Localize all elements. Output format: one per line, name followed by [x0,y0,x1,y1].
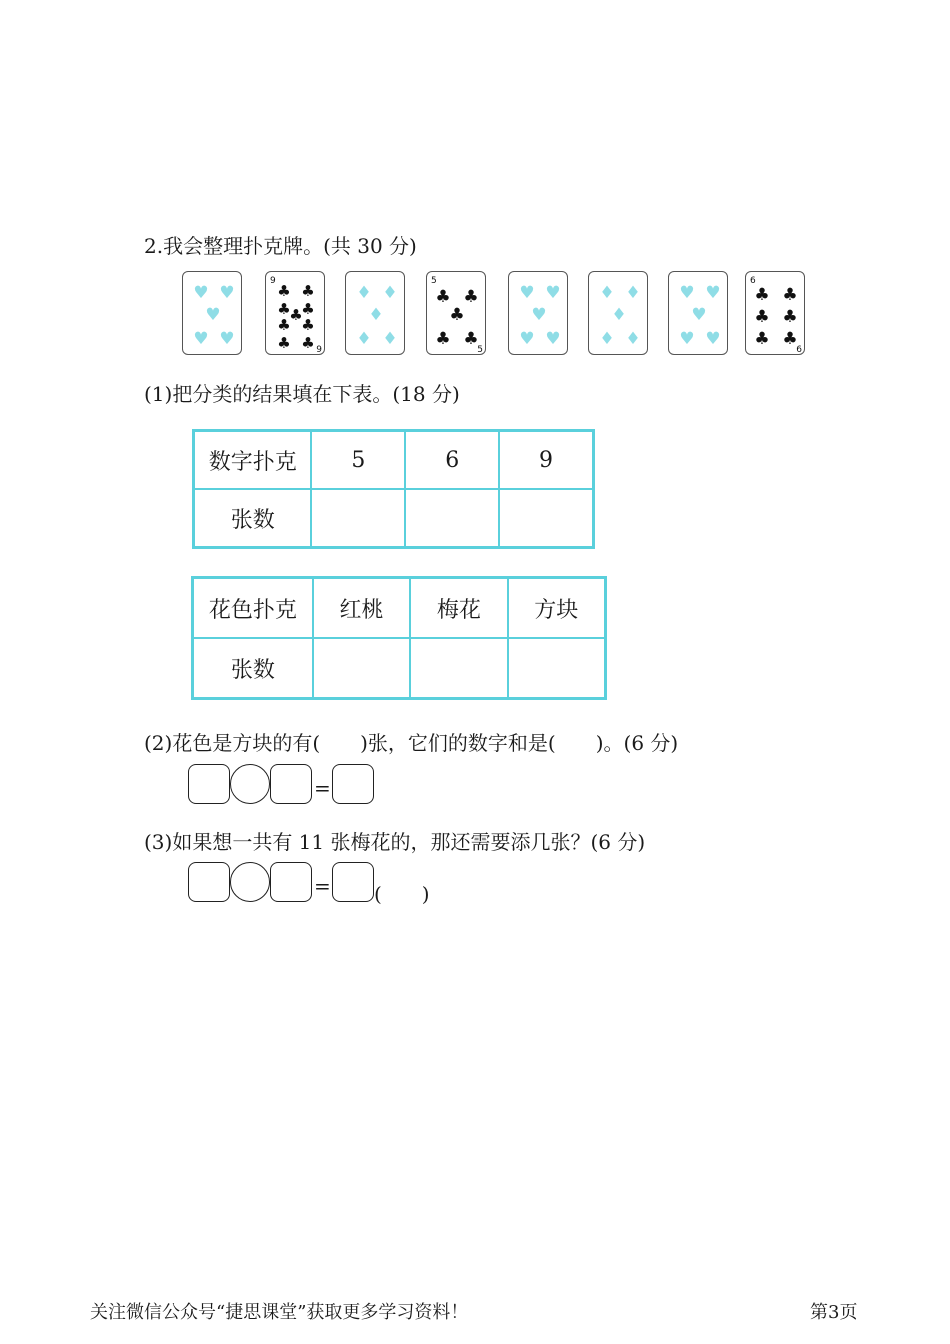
diamond-pip: ♦ [382,329,398,349]
diamond-pip: ♦ [382,283,398,303]
playing-card [508,271,568,355]
table-row [193,578,606,639]
club-pip: ♣ [782,307,798,327]
heart-pip: ♥ [691,305,707,325]
heart-pip: ♥ [519,329,535,349]
diamond-pip: ♦ [599,329,615,349]
result-box[interactable] [332,764,374,804]
table-header-cell: 6 [405,431,499,490]
diamond-pip: ♦ [368,305,384,325]
club-pip: ♣ [301,282,315,300]
card-rank-label: 5 [477,345,483,355]
club-pip: ♣ [754,307,770,327]
card-rank-label: 5 [431,276,437,286]
heart-pip: ♥ [705,283,721,303]
club-pip: ♣ [277,334,291,352]
card-face [589,272,648,355]
part3-instruction: (3)如果想一共有 11 张梅花的，那还需要添几张？(6 分) [144,830,646,854]
result-box[interactable] [332,862,374,902]
heart-pip: ♥ [219,283,235,303]
operand-box[interactable] [270,764,312,804]
table-row [194,489,594,548]
table-row-label: 张数 [193,638,313,699]
playing-card [745,271,805,355]
club-pip: ♣ [435,287,451,307]
card-rank-label: 6 [750,276,756,286]
answer-cell[interactable] [499,489,593,548]
heart-pip: ♥ [705,329,721,349]
suit-table [191,576,607,700]
heart-pip: ♥ [545,329,561,349]
heart-pip: ♥ [679,283,695,303]
operator-circle[interactable] [230,764,270,804]
operand-box[interactable] [188,764,230,804]
diamond-pip: ♦ [356,329,372,349]
heart-pip: ♥ [519,283,535,303]
table-header-cell: 9 [499,431,593,490]
club-pip: ♣ [277,282,291,300]
card-face [346,272,405,355]
card-face [183,272,242,355]
heart-pip: ♥ [193,329,209,349]
card-face [266,272,325,355]
answer-cell[interactable] [311,489,405,548]
equals-sign: = [314,776,331,800]
page-number: 第3页 [810,1302,858,1323]
club-pip: ♣ [277,316,291,334]
part3-equation [188,862,448,906]
part2-instruction: (2)花色是方块的有( )张，它们的数字和是( )。(6 分) [144,731,679,755]
club-pip: ♣ [754,329,770,349]
table-row [193,638,606,699]
playing-card [182,271,242,355]
playing-card [668,271,728,355]
table-header-cell: 方块 [508,578,606,639]
operator-circle[interactable] [230,862,270,902]
club-pip: ♣ [277,300,291,318]
diamond-pip: ♦ [625,283,641,303]
table-row-label: 张数 [194,489,312,548]
table-row [194,431,594,490]
club-pip: ♣ [782,329,798,349]
table-header-cell: 5 [311,431,405,490]
diamond-pip: ♦ [599,283,615,303]
footer-note: 关注微信公众号“捷思课堂”获取更多学习资料！ [90,1302,469,1323]
part2-equation [188,764,388,808]
operand-box[interactable] [270,862,312,902]
heart-pip: ♥ [679,329,695,349]
card-rank-label: 9 [316,345,322,355]
heart-pip: ♥ [193,283,209,303]
club-pip: ♣ [463,329,479,349]
club-pip: ♣ [782,285,798,305]
club-pip: ♣ [435,329,451,349]
card-face [669,272,728,355]
equals-sign: = [314,874,331,898]
club-pip: ♣ [301,300,315,318]
playing-card [265,271,325,355]
card-face [427,272,486,355]
playing-card [588,271,648,355]
club-pip: ♣ [301,334,315,352]
answer-cell[interactable] [405,489,499,548]
diamond-pip: ♦ [611,305,627,325]
table-header-cell: 红桃 [313,578,410,639]
card-rank-label: 6 [796,345,802,355]
part1-instruction: (1)把分类的结果填在下表。(18 分) [144,382,460,406]
diamond-pip: ♦ [625,329,641,349]
table-header-cell: 梅花 [410,578,507,639]
heart-pip: ♥ [205,305,221,325]
club-pip: ♣ [754,285,770,305]
club-pip: ♣ [301,316,315,334]
playing-card [426,271,486,355]
table-header-cell: 花色扑克 [193,578,313,639]
club-pip: ♣ [289,306,303,324]
unit-paren: ( ) [374,882,430,906]
operand-box[interactable] [188,862,230,902]
card-face [509,272,568,355]
card-rank-label: 9 [270,276,276,286]
table-header-cell: 数字扑克 [194,431,312,490]
heart-pip: ♥ [531,305,547,325]
heart-pip: ♥ [219,329,235,349]
answer-cell[interactable] [410,638,507,699]
answer-cell[interactable] [313,638,410,699]
answer-cell[interactable] [508,638,606,699]
club-pip: ♣ [449,305,465,325]
card-row [182,271,810,359]
club-pip: ♣ [463,287,479,307]
heart-pip: ♥ [545,283,561,303]
playing-card [345,271,405,355]
question-title: 2.我会整理扑克牌。(共 30 分) [144,234,417,258]
diamond-pip: ♦ [356,283,372,303]
number-table [192,429,595,549]
card-face [746,272,805,355]
